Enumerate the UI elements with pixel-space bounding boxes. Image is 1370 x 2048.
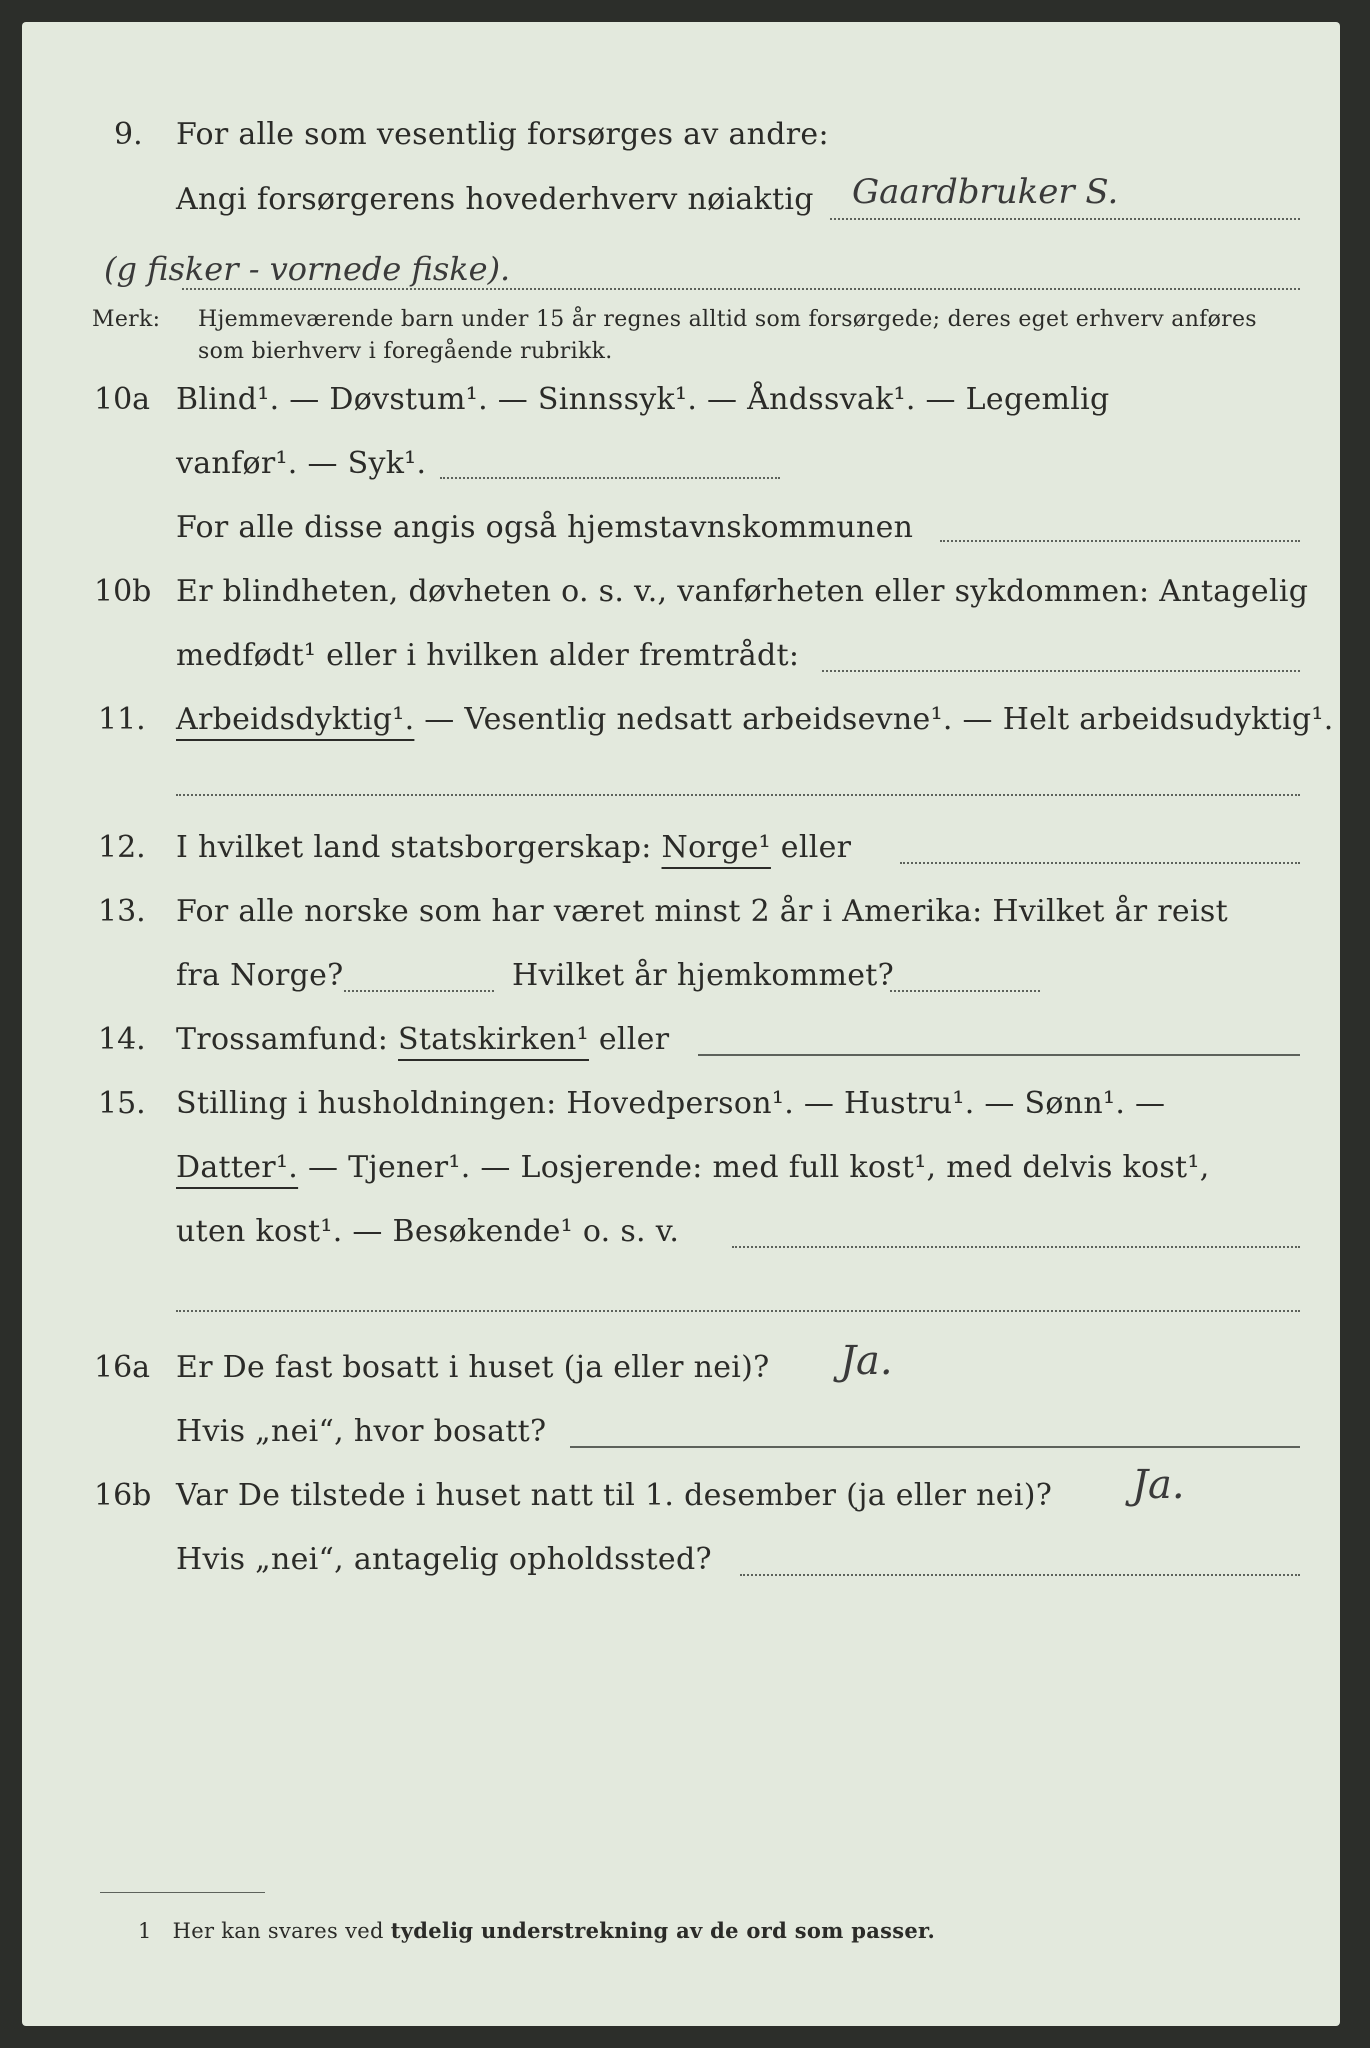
q11-line — [176, 702, 1334, 737]
q12-question: I hvilket land statsborgerskap: — [176, 830, 662, 865]
q9-handwritten-answer1: Gaardbruker S. — [852, 172, 1119, 212]
q13-line2a: fra Norge? — [176, 958, 344, 993]
q10b-line2: medfødt¹ eller i hvilken alder fremtrådt: — [176, 638, 800, 673]
footnote — [138, 1918, 935, 1943]
q11-rest: — Vesentlig nedsatt arbeidsevne¹. — Helt arbeidsudyktig¹. — [414, 702, 1334, 737]
q9-answer-line2 — [182, 288, 1300, 290]
q11-arbeidsdyktig-underlined: Arbeidsdyktig¹. — [176, 702, 415, 737]
q13-hjemkommet-line — [890, 990, 1040, 992]
q16a-line2: Hvis „nei“, hvor bosatt? — [176, 1414, 547, 1449]
q11-answer-line — [176, 794, 1300, 796]
q16b-line1: Var De tilstede i huset natt til 1. desember (ja eller nei)? — [176, 1478, 1053, 1513]
q14-number: 14. — [98, 1022, 146, 1057]
footnote-text1: Her kan svares ved — [172, 1919, 391, 1943]
q16a-number: 16a — [94, 1350, 151, 1385]
q10a-line2: vanfør¹. — Syk¹. — [176, 446, 427, 481]
census-form-page — [22, 22, 1340, 2026]
q15-datter-underlined: Datter¹. — [176, 1150, 299, 1185]
q12-answer-line — [900, 862, 1300, 864]
q10b-number: 10b — [94, 574, 152, 609]
q10a-line1: Blind¹. — Døvstum¹. — Sinnssyk¹. — Åndssvak¹. — Legemlig — [176, 382, 1110, 417]
q13-line1: For alle norske som har været minst 2 år i Amerika: Hvilket år reist — [176, 894, 1228, 929]
q16b-handwritten-answer: Ja. — [1132, 1462, 1185, 1508]
q10a-kommune-line — [940, 540, 1300, 542]
q10b-answer-line — [822, 670, 1300, 672]
footnote-text2: tydelig understrekning av de ord som passer. — [390, 1918, 936, 1943]
q9-number: 9. — [114, 117, 143, 152]
q15-line2 — [176, 1150, 1210, 1185]
merk-text: Hjemmeværende barn under 15 år regnes alltid som forsørgede; deres eget erhverv anføres som bierhverv i foregående rubrikk. — [198, 307, 1257, 364]
q15-line2-rest: — Tjener¹. — Losjerende: med full kost¹, med delvis kost¹, — [298, 1150, 1210, 1185]
q11-number: 11. — [98, 702, 146, 737]
q9-line2: Angi forsørgerens hovederhverv nøiaktig — [176, 182, 814, 217]
q13-number: 13. — [98, 894, 146, 929]
q15-line3: uten kost¹. — Besøkende¹ o. s. v. — [176, 1214, 680, 1249]
q14-label: Trossamfund: — [176, 1022, 399, 1057]
q16b-answer-line — [740, 1574, 1300, 1576]
q12-number: 12. — [98, 830, 146, 865]
q9-line1: For alle som vesentlig forsørges av andre: — [176, 117, 829, 152]
q13-reist-line — [344, 990, 494, 992]
footnote-rule — [100, 1892, 265, 1893]
q16a-handwritten-answer: Ja. — [840, 1338, 893, 1384]
q15-number: 15. — [98, 1086, 146, 1121]
q12-line — [176, 830, 851, 865]
q9-answer-line1 — [830, 218, 1300, 220]
q14-answer-line — [698, 1054, 1300, 1056]
q14-eller: eller — [588, 1022, 670, 1057]
q15-answer-line2 — [176, 1310, 1300, 1312]
q14-statskirken-underlined: Statskirken¹ — [398, 1022, 589, 1057]
q10b-line1: Er blindheten, døvheten o. s. v., vanførheten eller sykdommen: Antagelig — [176, 574, 1309, 609]
q10a-line3: For alle disse angis også hjemstavnskommunen — [176, 510, 914, 545]
q15-answer-line1 — [732, 1246, 1300, 1248]
q12-eller: eller — [770, 830, 852, 865]
q10a-syk-line — [440, 477, 780, 479]
q16b-line2: Hvis „nei“, antagelig opholdssted? — [176, 1542, 712, 1577]
q16a-line1: Er De fast bosatt i huset (ja eller nei)? — [176, 1350, 770, 1385]
merk-label: Merk: — [92, 307, 161, 332]
q9-handwritten-answer2: (g fisker - vornede fiske). — [104, 250, 511, 288]
q14-line — [176, 1022, 669, 1057]
q12-norge-underlined: Norge¹ — [661, 830, 771, 865]
q16b-number: 16b — [94, 1478, 152, 1513]
q15-line1: Stilling i husholdningen: Hovedperson¹. — Hustru¹. — Sønn¹. — — [176, 1086, 1166, 1121]
q10a-number: 10a — [94, 382, 151, 417]
q13-line2b: Hvilket år hjemkommet? — [512, 958, 895, 993]
footnote-mark: 1 — [138, 1919, 152, 1943]
q16a-answer-line — [570, 1446, 1300, 1448]
